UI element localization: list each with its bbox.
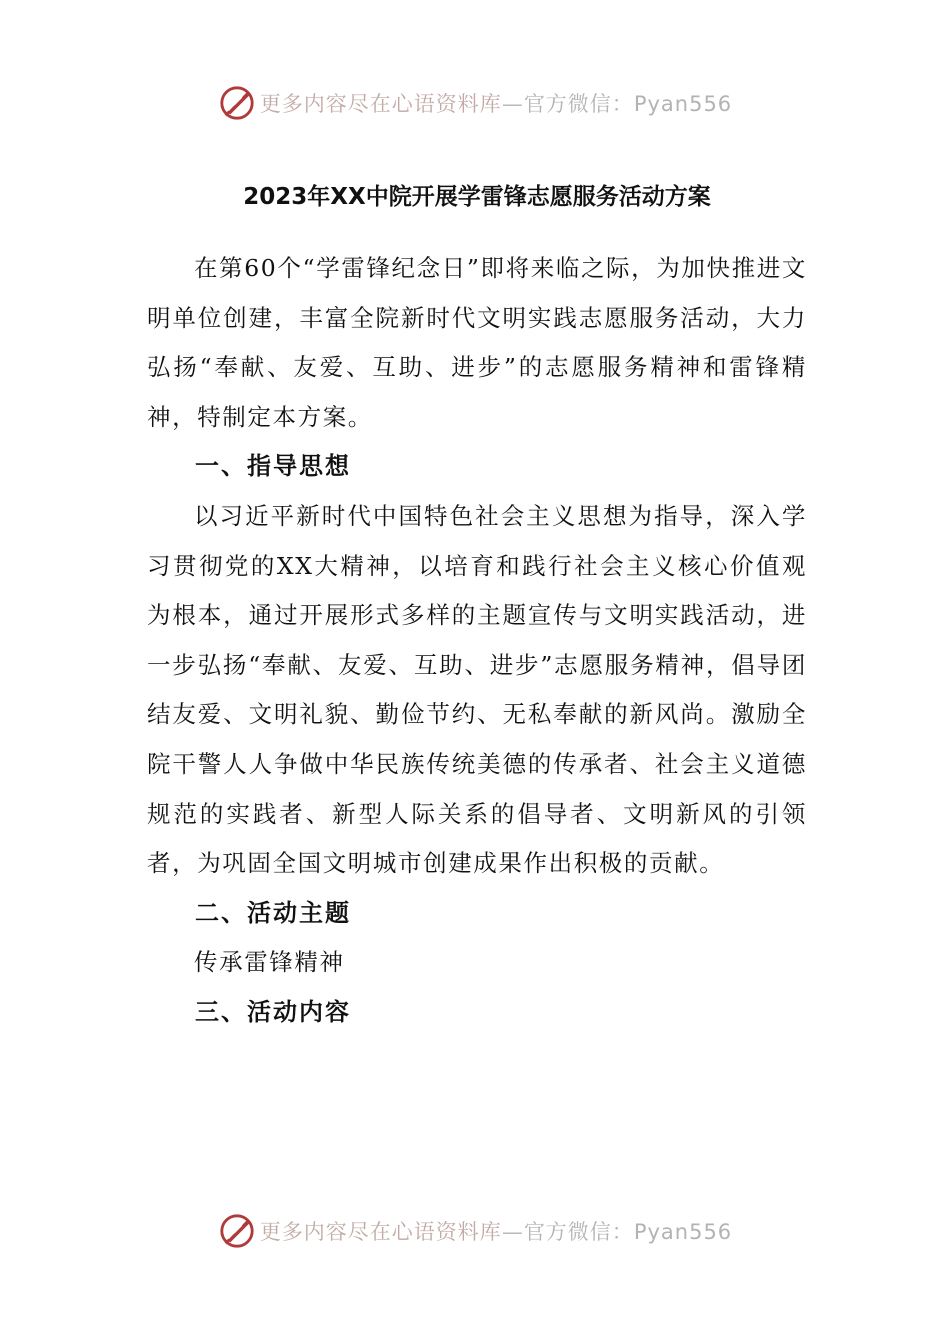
quill-logo-icon bbox=[218, 1212, 256, 1250]
watermark-wechat-id: Pyan556 bbox=[633, 1220, 733, 1244]
watermark-wechat-label: 官方微信： bbox=[523, 92, 634, 116]
watermark-text bbox=[260, 1216, 732, 1246]
section-body-guiding-ideology: 以习近平新时代中国特色社会主义思想为指导，深入学习贯彻党的XX大精神，以培育和践行社会主义核心价值观为根本，通过开展形式多样的主题宣传与文明实践活动，进一步弘扬“奉献、友爱、互助、进步”志愿服务精神，倡导团结友爱、文明礼貌、勤俭节约、无私奉献的新风尚。激励全院干警人人争做中华民族传统美德的传承者、社会主义道德规范的实践者、新型人际关系的倡导者、文明新风的引领者，为巩固全国文明城市创建成果作出积极的贡献。 bbox=[147, 501, 807, 878]
section-heading-activity-content: 三、活动内容 bbox=[195, 997, 351, 1026]
document-title: 2023年XX中院开展学雷锋志愿服务活动方案 bbox=[243, 184, 711, 210]
watermark-text bbox=[260, 88, 732, 118]
watermark-site: 更多内容尽在心语资料库 bbox=[259, 1220, 502, 1244]
watermark-header bbox=[0, 78, 950, 128]
quill-logo-icon bbox=[218, 84, 256, 122]
watermark-site: 更多内容尽在心语资料库 bbox=[259, 92, 502, 116]
watermark-separator: — bbox=[501, 1220, 524, 1244]
document-body bbox=[147, 172, 807, 1038]
section-heading-activity-theme: 二、活动主题 bbox=[195, 898, 351, 927]
watermark-footer bbox=[0, 1206, 950, 1256]
watermark-separator: — bbox=[501, 92, 524, 116]
watermark-wechat-label: 官方微信： bbox=[523, 1220, 634, 1244]
section-body-activity-theme: 传承雷锋精神 bbox=[194, 948, 345, 977]
section-heading-guiding-ideology: 一、指导思想 bbox=[195, 452, 351, 481]
watermark-wechat-id: Pyan556 bbox=[633, 92, 733, 116]
intro-paragraph: 在第60个“学雷锋纪念日”即将来临之际，为加快推进文明单位创建，丰富全院新时代文明实践志愿服务活动，大力弘扬“奉献、友爱、互助、进步”的志愿服务精神和雷锋精神，特制定本方案。 bbox=[147, 254, 807, 431]
